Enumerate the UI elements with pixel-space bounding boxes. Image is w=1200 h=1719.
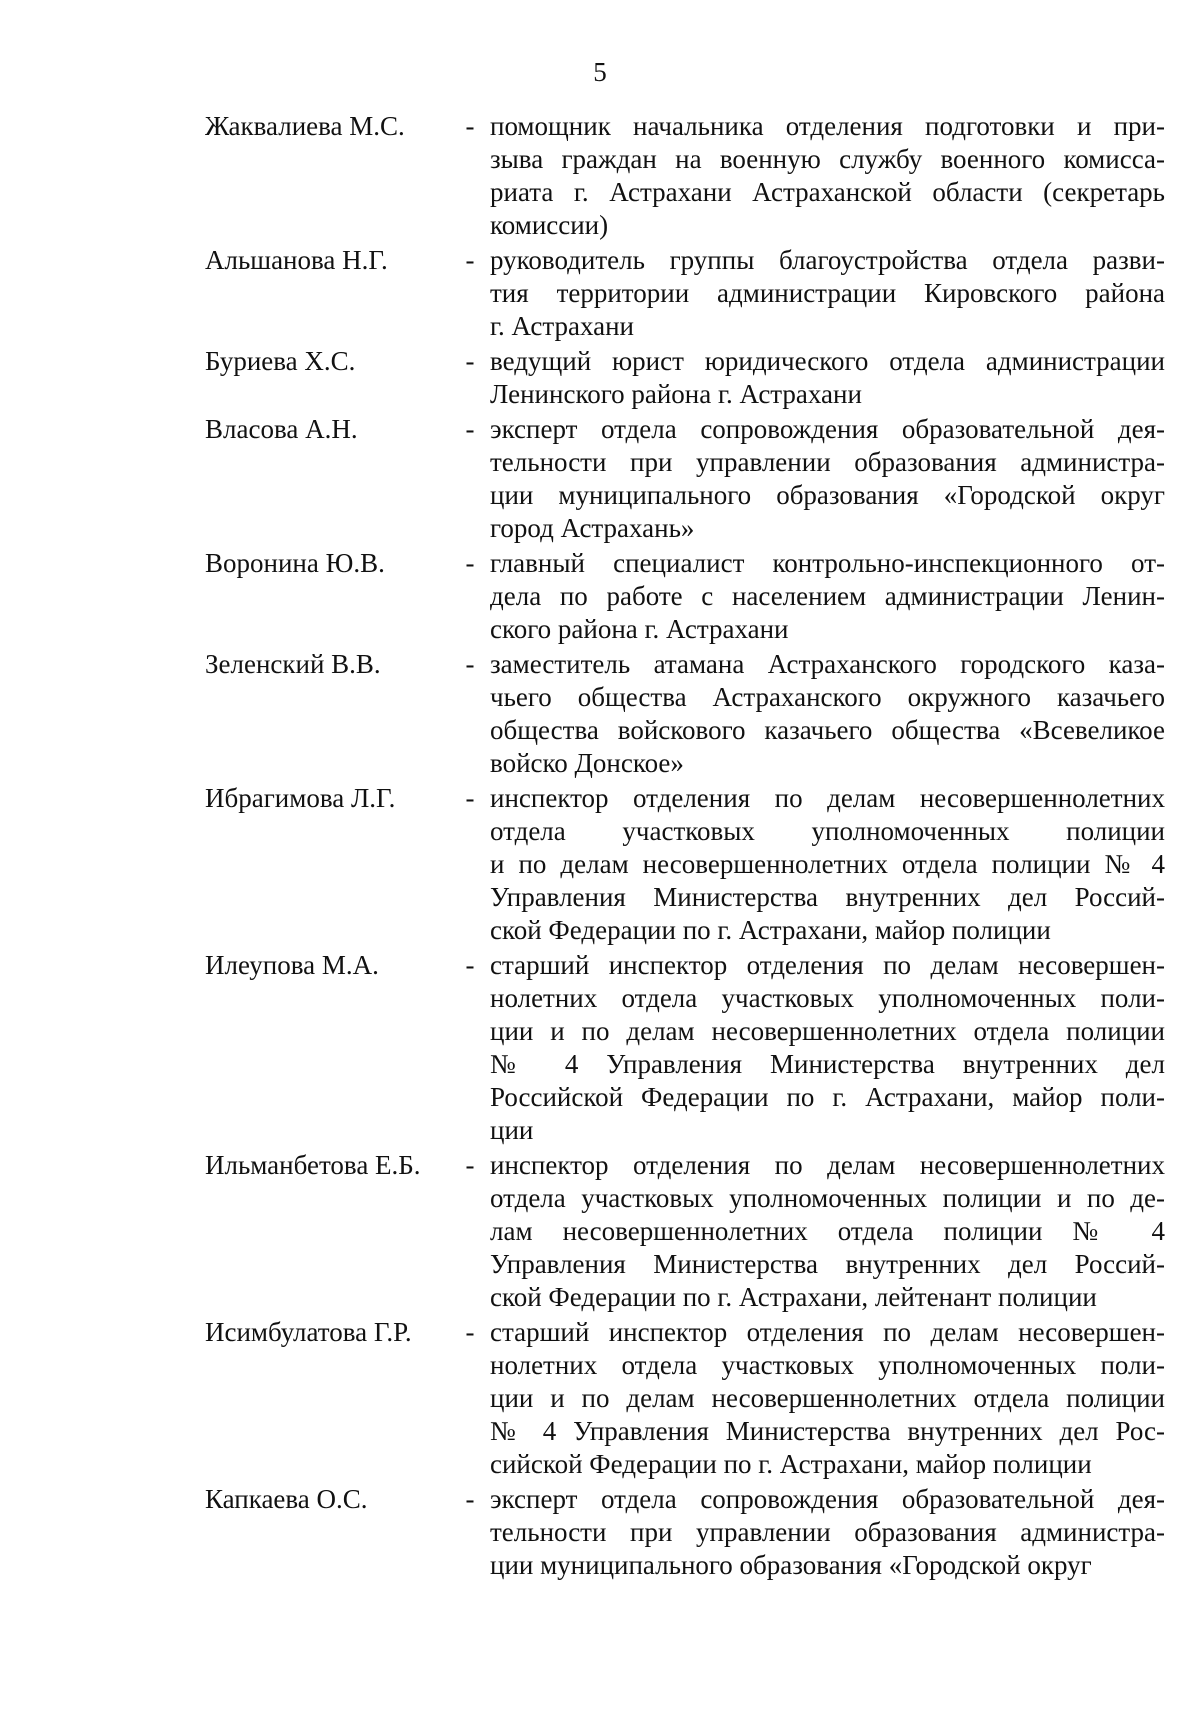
position-line: ского района г. Астрахани bbox=[490, 614, 789, 644]
position-line: общества войскового казачьего общества «Всевеликое bbox=[490, 715, 1165, 745]
position-line: дела по работе с населением администрации Ленин- bbox=[490, 581, 1165, 611]
position-line: тия территории администрации Кировского района bbox=[490, 278, 1165, 308]
position-line: нолетних отдела участковых уполномоченных поли- bbox=[490, 1350, 1165, 1380]
dash-separator: - bbox=[465, 414, 475, 444]
position-line: Российской Федерации по г. Астрахани, майор поли- bbox=[490, 1082, 1165, 1112]
position-line: ции муниципального образования «Городской округ bbox=[490, 480, 1165, 510]
dash-separator: - bbox=[465, 346, 475, 376]
member-position bbox=[490, 782, 1165, 947]
dash-separator: - bbox=[465, 1150, 475, 1180]
page-number: 5 bbox=[593, 57, 607, 87]
position-line: Управления Министерства внутренних дел Россий- bbox=[490, 882, 1165, 912]
dash-separator: - bbox=[465, 783, 475, 813]
dash-separator: - bbox=[465, 1317, 475, 1347]
position-line: войско Донское» bbox=[490, 748, 684, 778]
position-line: руководитель группы благоустройства отдела разви- bbox=[490, 245, 1165, 275]
position-line: эксперт отдела сопровождения образовательной дея- bbox=[490, 1484, 1165, 1514]
roster-entry bbox=[205, 1316, 1165, 1481]
position-line: старший инспектор отделения по делам несовершен- bbox=[490, 1317, 1165, 1347]
position-line: эксперт отдела сопровождения образовательной дея- bbox=[490, 414, 1165, 444]
position-line: инспектор отделения по делам несовершеннолетних bbox=[490, 783, 1165, 813]
roster-entry bbox=[205, 1483, 1165, 1582]
member-name: Буриева Х.С. bbox=[205, 346, 356, 376]
member-name: Воронина Ю.В. bbox=[205, 548, 385, 578]
member-name: Альшанова Н.Г. bbox=[205, 245, 388, 275]
position-line: ской Федерации по г. Астрахани, майор полиции bbox=[490, 915, 1051, 945]
member-position bbox=[490, 1149, 1165, 1314]
position-line: ской Федерации по г. Астрахани, лейтенант полиции bbox=[490, 1282, 1097, 1312]
dash-separator: - bbox=[465, 649, 475, 679]
position-line: ции и по делам несовершеннолетних отдела полиции bbox=[490, 1383, 1165, 1413]
position-line: главный специалист контрольно-инспекционного от- bbox=[490, 548, 1165, 578]
position-line: ции bbox=[490, 1115, 534, 1145]
position-line: Ленинского района г. Астрахани bbox=[490, 379, 862, 409]
roster-entry bbox=[205, 244, 1165, 343]
roster-entry bbox=[205, 648, 1165, 780]
roster-entry bbox=[205, 1149, 1165, 1314]
member-position bbox=[490, 949, 1165, 1147]
roster-entry bbox=[205, 110, 1165, 242]
member-name: Власова А.Н. bbox=[205, 414, 358, 444]
position-line: риата г. Астрахани Астраханской области (секретарь bbox=[490, 177, 1165, 207]
position-line: тельности при управлении образования администра- bbox=[490, 447, 1165, 477]
member-name: Исимбулатова Г.Р. bbox=[205, 1317, 412, 1347]
roster-entry bbox=[205, 413, 1165, 545]
member-position bbox=[490, 648, 1165, 780]
member-name: Зеленский В.В. bbox=[205, 649, 381, 679]
position-line: Управления Министерства внутренних дел Россий- bbox=[490, 1249, 1165, 1279]
position-line: г. Астрахани bbox=[490, 311, 634, 341]
position-line: старший инспектор отделения по делам несовершен- bbox=[490, 950, 1165, 980]
position-line: город Астрахань» bbox=[490, 513, 695, 543]
member-position bbox=[490, 1316, 1165, 1481]
roster-entry bbox=[205, 782, 1165, 947]
position-line: отдела участковых уполномоченных полиции bbox=[490, 816, 1165, 846]
member-roster bbox=[205, 110, 1165, 1584]
roster-entry bbox=[205, 345, 1165, 411]
member-position bbox=[490, 1483, 1165, 1582]
position-line: заместитель атамана Астраханского городского каза- bbox=[490, 649, 1165, 679]
member-name: Ибрагимова Л.Г. bbox=[205, 783, 396, 813]
roster-entry bbox=[205, 547, 1165, 646]
position-line: зыва граждан на военную службу военного комисса- bbox=[490, 144, 1165, 174]
position-line: № 4 Управления Министерства внутренних дел bbox=[490, 1049, 1165, 1079]
position-line: ведущий юрист юридического отдела администрации bbox=[490, 346, 1165, 376]
member-name: Жаквалиева М.С. bbox=[205, 111, 405, 141]
dash-separator: - bbox=[465, 111, 475, 141]
member-position bbox=[490, 413, 1165, 545]
position-line: нолетних отдела участковых уполномоченных поли- bbox=[490, 983, 1165, 1013]
position-line: комиссии) bbox=[490, 210, 609, 240]
position-line: отдела участковых уполномоченных полиции и по де- bbox=[490, 1183, 1165, 1213]
member-position bbox=[490, 244, 1165, 343]
position-line: лам несовершеннолетних отдела полиции № 4 bbox=[490, 1216, 1165, 1246]
position-line: сийской Федерации по г. Астрахани, майор полиции bbox=[490, 1449, 1092, 1479]
roster-entry bbox=[205, 949, 1165, 1147]
position-line: чьего общества Астраханского окружного казачьего bbox=[490, 682, 1165, 712]
member-position bbox=[490, 345, 1165, 411]
dash-separator: - bbox=[465, 1484, 475, 1514]
dash-separator: - bbox=[465, 245, 475, 275]
member-name: Илеупова М.А. bbox=[205, 950, 379, 980]
member-name: Ильманбетова Е.Б. bbox=[205, 1150, 421, 1180]
member-position bbox=[490, 110, 1165, 242]
member-position bbox=[490, 547, 1165, 646]
position-line: № 4 Управления Министерства внутренних дел Рос- bbox=[490, 1416, 1165, 1446]
dash-separator: - bbox=[465, 950, 475, 980]
position-line: ции и по делам несовершеннолетних отдела полиции bbox=[490, 1016, 1165, 1046]
position-line: тельности при управлении образования администра- bbox=[490, 1517, 1165, 1547]
dash-separator: - bbox=[465, 548, 475, 578]
member-name: Капкаева О.С. bbox=[205, 1484, 368, 1514]
position-line: и по делам несовершеннолетних отдела полиции № 4 bbox=[490, 849, 1165, 879]
position-line: инспектор отделения по делам несовершеннолетних bbox=[490, 1150, 1165, 1180]
position-line: ции муниципального образования «Городской округ bbox=[490, 1550, 1092, 1580]
position-line: помощник начальника отделения подготовки и при- bbox=[490, 111, 1165, 141]
